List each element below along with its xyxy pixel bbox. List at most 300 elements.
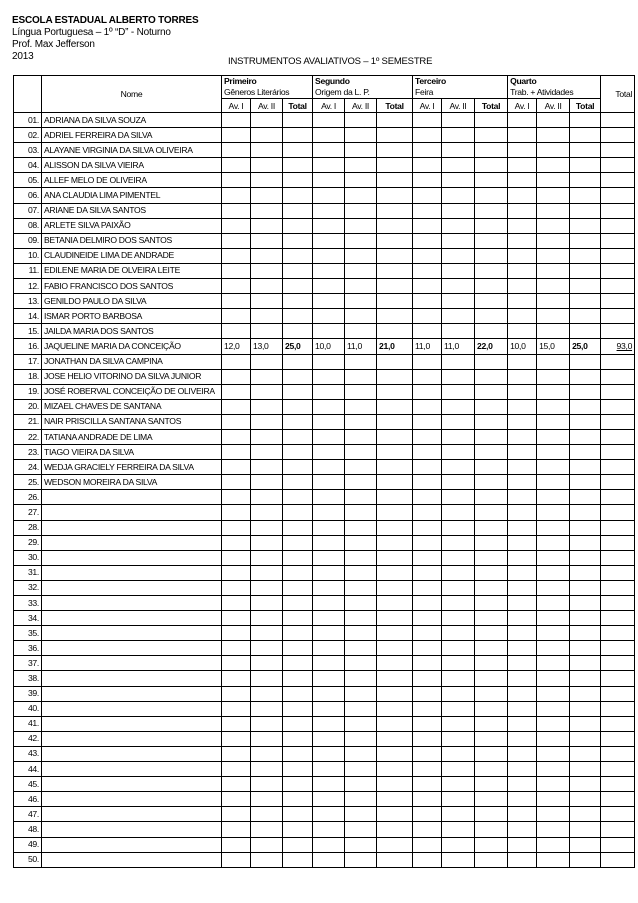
table-row [14,460,635,475]
grade-cell [537,263,570,278]
unit-total-cell [475,792,508,807]
unit-total-cell [283,188,313,203]
student-name [42,792,222,807]
unit-total-cell [475,837,508,852]
student-name: ARIANE DA SILVA SANTOS [42,203,222,218]
grade-cell [442,263,475,278]
grade-cell [508,158,537,173]
unit-total-cell [570,490,601,505]
grade-cell [537,822,570,837]
grand-total-cell [601,807,635,822]
unit-total-cell [570,837,601,852]
student-name [42,852,222,867]
grade-cell [313,263,345,278]
grade-cell [222,822,251,837]
grade-cell [251,429,283,444]
unit-total-header: Total [475,99,508,113]
unit-total-cell [570,475,601,490]
unit-total-cell [377,580,413,595]
row-number: 16. [14,339,42,354]
grade-cell [537,746,570,761]
table-row [14,128,635,143]
grade-cell [345,565,377,580]
unit-total-cell [377,716,413,731]
table-row [14,671,635,686]
unit-header-3 [413,76,508,99]
grade-cell [537,188,570,203]
grade-cell [442,354,475,369]
grade-cell [313,399,345,414]
student-name [42,550,222,565]
grade-cell [345,294,377,309]
grade-cell [508,218,537,233]
table-row [14,777,635,792]
row-number: 19. [14,384,42,399]
unit-total-cell [475,626,508,641]
unit-total-cell [475,822,508,837]
grade-cell [442,731,475,746]
grade-cell [508,143,537,158]
grade-cell [313,626,345,641]
unit-subtitle: Gêneros Literários [224,87,290,97]
unit-total-header: Total [377,99,413,113]
unit-total-header: Total [570,99,601,113]
unit-total-cell [570,550,601,565]
grand-total-cell [601,656,635,671]
unit-title: Quarto [510,76,537,86]
unit-total-cell [283,822,313,837]
grade-cell [313,520,345,535]
grade-cell [313,671,345,686]
unit-total-cell [475,656,508,671]
unit-total-cell [475,641,508,656]
grade-cell [313,173,345,188]
unit-total-cell [570,656,601,671]
unit-total-cell [377,701,413,716]
grade-cell [251,762,283,777]
table-row [14,701,635,716]
grade-cell [345,837,377,852]
grand-total-cell [601,716,635,731]
grade-cell [251,580,283,595]
unit-total-cell [377,203,413,218]
grade-cell [442,445,475,460]
unit-total-cell [475,596,508,611]
unit-total-cell [377,535,413,550]
grand-total-cell [601,354,635,369]
grade-cell [251,113,283,128]
grade-cell [537,248,570,263]
grade-cell [508,762,537,777]
grade-cell [508,822,537,837]
unit-total-cell [283,429,313,444]
row-number: 02. [14,128,42,143]
grade-cell [222,746,251,761]
grade-cell [413,203,442,218]
grade-cell: 13,0 [251,339,283,354]
grade-cell [413,188,442,203]
unit-total-cell [283,701,313,716]
unit-total-cell [570,671,601,686]
unit-total-cell [377,309,413,324]
grade-cell [508,626,537,641]
grade-cell [537,475,570,490]
unit-total-cell [283,279,313,294]
grade-cell [222,837,251,852]
grade-cell [537,279,570,294]
grade-cell [251,837,283,852]
unit-total-cell [570,762,601,777]
grade-cell [345,611,377,626]
grade-cell [413,565,442,580]
row-number: 09. [14,233,42,248]
grade-cell [508,731,537,746]
student-name: NAIR PRISCILLA SANTANA SANTOS [42,414,222,429]
grade-cell [413,762,442,777]
grade-cell [222,369,251,384]
unit-total-cell [475,309,508,324]
student-name [42,596,222,611]
grade-cell [222,309,251,324]
grand-total-cell [601,777,635,792]
grade-cell [313,445,345,460]
grade-cell [313,746,345,761]
grade-cell [345,762,377,777]
unit-total-cell [283,520,313,535]
unit-total-cell [377,475,413,490]
grade-cell [222,158,251,173]
grade-cell [313,550,345,565]
grade-cell [251,188,283,203]
student-name: FABIO FRANCISCO DOS SANTOS [42,279,222,294]
row-number: 48. [14,822,42,837]
unit-total-cell [570,399,601,414]
unit-total-cell [570,384,601,399]
grade-cell [251,294,283,309]
grade-cell [537,354,570,369]
grade-cell [345,822,377,837]
unit-total-cell [377,565,413,580]
grade-cell [413,399,442,414]
grade-cell [442,460,475,475]
unit-total-cell [475,701,508,716]
unit-total-cell [377,399,413,414]
student-name: ARLETE SILVA PAIXÃO [42,218,222,233]
unit-subtitle: Trab. + Atividades [510,87,574,97]
row-number: 06. [14,188,42,203]
unit-total-cell [475,158,508,173]
unit-total-cell [283,263,313,278]
unit-total-cell [283,158,313,173]
grade-cell [222,641,251,656]
av2-header: Av. II [537,99,570,113]
grade-cell [222,188,251,203]
row-number: 25. [14,475,42,490]
row-number: 45. [14,777,42,792]
unit-total-cell [570,414,601,429]
student-name [42,641,222,656]
row-number: 05. [14,173,42,188]
grade-cell [313,309,345,324]
grade-cell [442,535,475,550]
unit-total-cell [377,294,413,309]
unit-total-cell [570,701,601,716]
unit-total-cell [570,369,601,384]
grand-total-cell [601,731,635,746]
table-row [14,580,635,595]
student-name [42,565,222,580]
grade-cell [413,158,442,173]
grade-cell [313,203,345,218]
grade-cell [251,596,283,611]
student-name: ADRIANA DA SILVA SOUZA [42,113,222,128]
document-title: INSTRUMENTOS AVALIATIVOS – 1º SEMESTRE [228,56,433,67]
unit-total-cell [475,218,508,233]
grade-cell [508,399,537,414]
row-number: 12. [14,279,42,294]
grade-cell [413,294,442,309]
grade-cell [251,716,283,731]
grade-cell [345,716,377,731]
grade-cell [413,429,442,444]
table-row [14,218,635,233]
table-row [14,611,635,626]
grade-cell [251,701,283,716]
grade-cell [413,309,442,324]
grade-cell [508,535,537,550]
grand-total-cell [601,309,635,324]
unit-total-cell [475,128,508,143]
unit-total-cell [570,505,601,520]
grade-cell [345,852,377,867]
grade-cell [537,414,570,429]
student-name [42,656,222,671]
student-rows [14,113,635,868]
unit-total-cell [377,143,413,158]
grade-cell [442,173,475,188]
unit-total-cell [377,746,413,761]
grade-cell [537,520,570,535]
unit-total-cell [475,520,508,535]
student-name [42,822,222,837]
grade-cell [345,384,377,399]
grade-cell [442,671,475,686]
grade-cell [442,475,475,490]
grade-cell [508,777,537,792]
grade-cell [313,113,345,128]
grade-cell [222,113,251,128]
grade-cell [222,248,251,263]
grade-cell [537,128,570,143]
row-number: 23. [14,445,42,460]
student-name: WEDJA GRACIELY FERREIRA DA SILVA [42,460,222,475]
unit-total-cell [570,429,601,444]
grade-cell [222,596,251,611]
grade-cell [313,279,345,294]
grade-cell [537,173,570,188]
grade-cell [508,279,537,294]
unit-total-cell [377,505,413,520]
grade-cell [508,445,537,460]
grade-cell [413,852,442,867]
grand-total-cell [601,294,635,309]
grand-total-cell [601,188,635,203]
grand-total-cell [601,822,635,837]
grade-cell [508,671,537,686]
table-row [14,263,635,278]
unit-total-cell [570,445,601,460]
grade-cell [442,626,475,641]
unit-total-cell [283,324,313,339]
grade-cell [508,460,537,475]
grade-cell [222,792,251,807]
row-number: 44. [14,762,42,777]
grade-cell [313,460,345,475]
grade-cell [251,490,283,505]
table-row [14,414,635,429]
unit-total-cell [475,460,508,475]
student-name: ANA CLAUDIA LIMA PIMENTEL [42,188,222,203]
grade-cell [413,626,442,641]
row-number: 40. [14,701,42,716]
unit-total-cell [377,777,413,792]
grade-cell [251,143,283,158]
unit-total-cell [570,686,601,701]
grand-total-cell [601,445,635,460]
row-number: 39. [14,686,42,701]
unit-total-cell [475,565,508,580]
grand-total-cell [601,671,635,686]
grade-cell [222,490,251,505]
grand-total-cell [601,279,635,294]
grade-cell [413,143,442,158]
grade-cell [508,807,537,822]
table-row [14,384,635,399]
grand-total-cell [601,686,635,701]
grade-cell [251,384,283,399]
grade-cell [251,158,283,173]
unit-total-cell [377,354,413,369]
unit-total-cell [570,807,601,822]
unit-total-cell [570,596,601,611]
student-name: CLAUDINEIDE LIMA DE ANDRADE [42,248,222,263]
unit-total-cell [283,354,313,369]
unit-title: Primeiro [224,76,257,86]
unit-total-cell [570,203,601,218]
grade-cell [413,792,442,807]
grade-cell [345,113,377,128]
unit-total-cell [283,641,313,656]
unit-total-cell [283,611,313,626]
grade-cell [313,188,345,203]
grade-cell [251,354,283,369]
student-name: JAILDA MARIA DOS SANTOS [42,324,222,339]
course-line: Língua Portuguesa – 1º “D” - Noturno [12,27,171,38]
grade-cell [222,384,251,399]
student-name [42,762,222,777]
grade-cell [251,475,283,490]
grade-cell [442,203,475,218]
unit-total-cell [377,686,413,701]
grade-cell [313,143,345,158]
unit-total-cell [475,294,508,309]
unit-total-cell [570,746,601,761]
row-number: 11. [14,263,42,278]
grade-cell [508,475,537,490]
unit-total-cell [570,520,601,535]
grade-cell [313,158,345,173]
student-name [42,671,222,686]
unit-total-cell [377,656,413,671]
grand-total-cell [601,369,635,384]
grade-cell [345,279,377,294]
av1-header: Av. I [413,99,442,113]
grand-total-cell [601,143,635,158]
grade-cell [345,505,377,520]
unit-total-cell [570,218,601,233]
grade-cell [345,429,377,444]
row-number: 01. [14,113,42,128]
grade-cell [251,686,283,701]
grade-cell [537,113,570,128]
grade-cell [442,324,475,339]
grade-cell [345,369,377,384]
grand-total-cell [601,490,635,505]
grade-cell [442,128,475,143]
grade-cell [313,384,345,399]
grade-cell [222,173,251,188]
grade-cell: 10,0 [508,339,537,354]
grand-total-cell [601,626,635,641]
grade-cell [537,399,570,414]
grade-cell [442,822,475,837]
grand-total-cell [601,701,635,716]
grade-cell [222,565,251,580]
grade-cell [508,324,537,339]
grand-total-cell [601,263,635,278]
unit-total-cell [377,158,413,173]
grade-cell [442,746,475,761]
unit-total-cell: 25,0 [283,339,313,354]
grade-cell [413,596,442,611]
grade-cell [537,233,570,248]
row-number: 31. [14,565,42,580]
grade-cell [508,837,537,852]
grade-cell [251,792,283,807]
grade-cell [345,641,377,656]
grand-total-cell [601,399,635,414]
grand-total-cell [601,248,635,263]
unit-total-cell [570,143,601,158]
grade-cell [345,460,377,475]
unit-total-cell [570,716,601,731]
unit-total-cell [570,354,601,369]
row-number: 28. [14,520,42,535]
unit-total-cell: 21,0 [377,339,413,354]
grade-cell [537,505,570,520]
grand-total-cell [601,173,635,188]
table-row [14,188,635,203]
grade-cell [251,535,283,550]
row-number: 33. [14,596,42,611]
grade-cell [251,641,283,656]
row-number: 43. [14,746,42,761]
unit-total-cell [475,550,508,565]
grade-cell [508,233,537,248]
unit-total-cell [475,113,508,128]
grade-cell [345,807,377,822]
unit-total-cell [283,399,313,414]
